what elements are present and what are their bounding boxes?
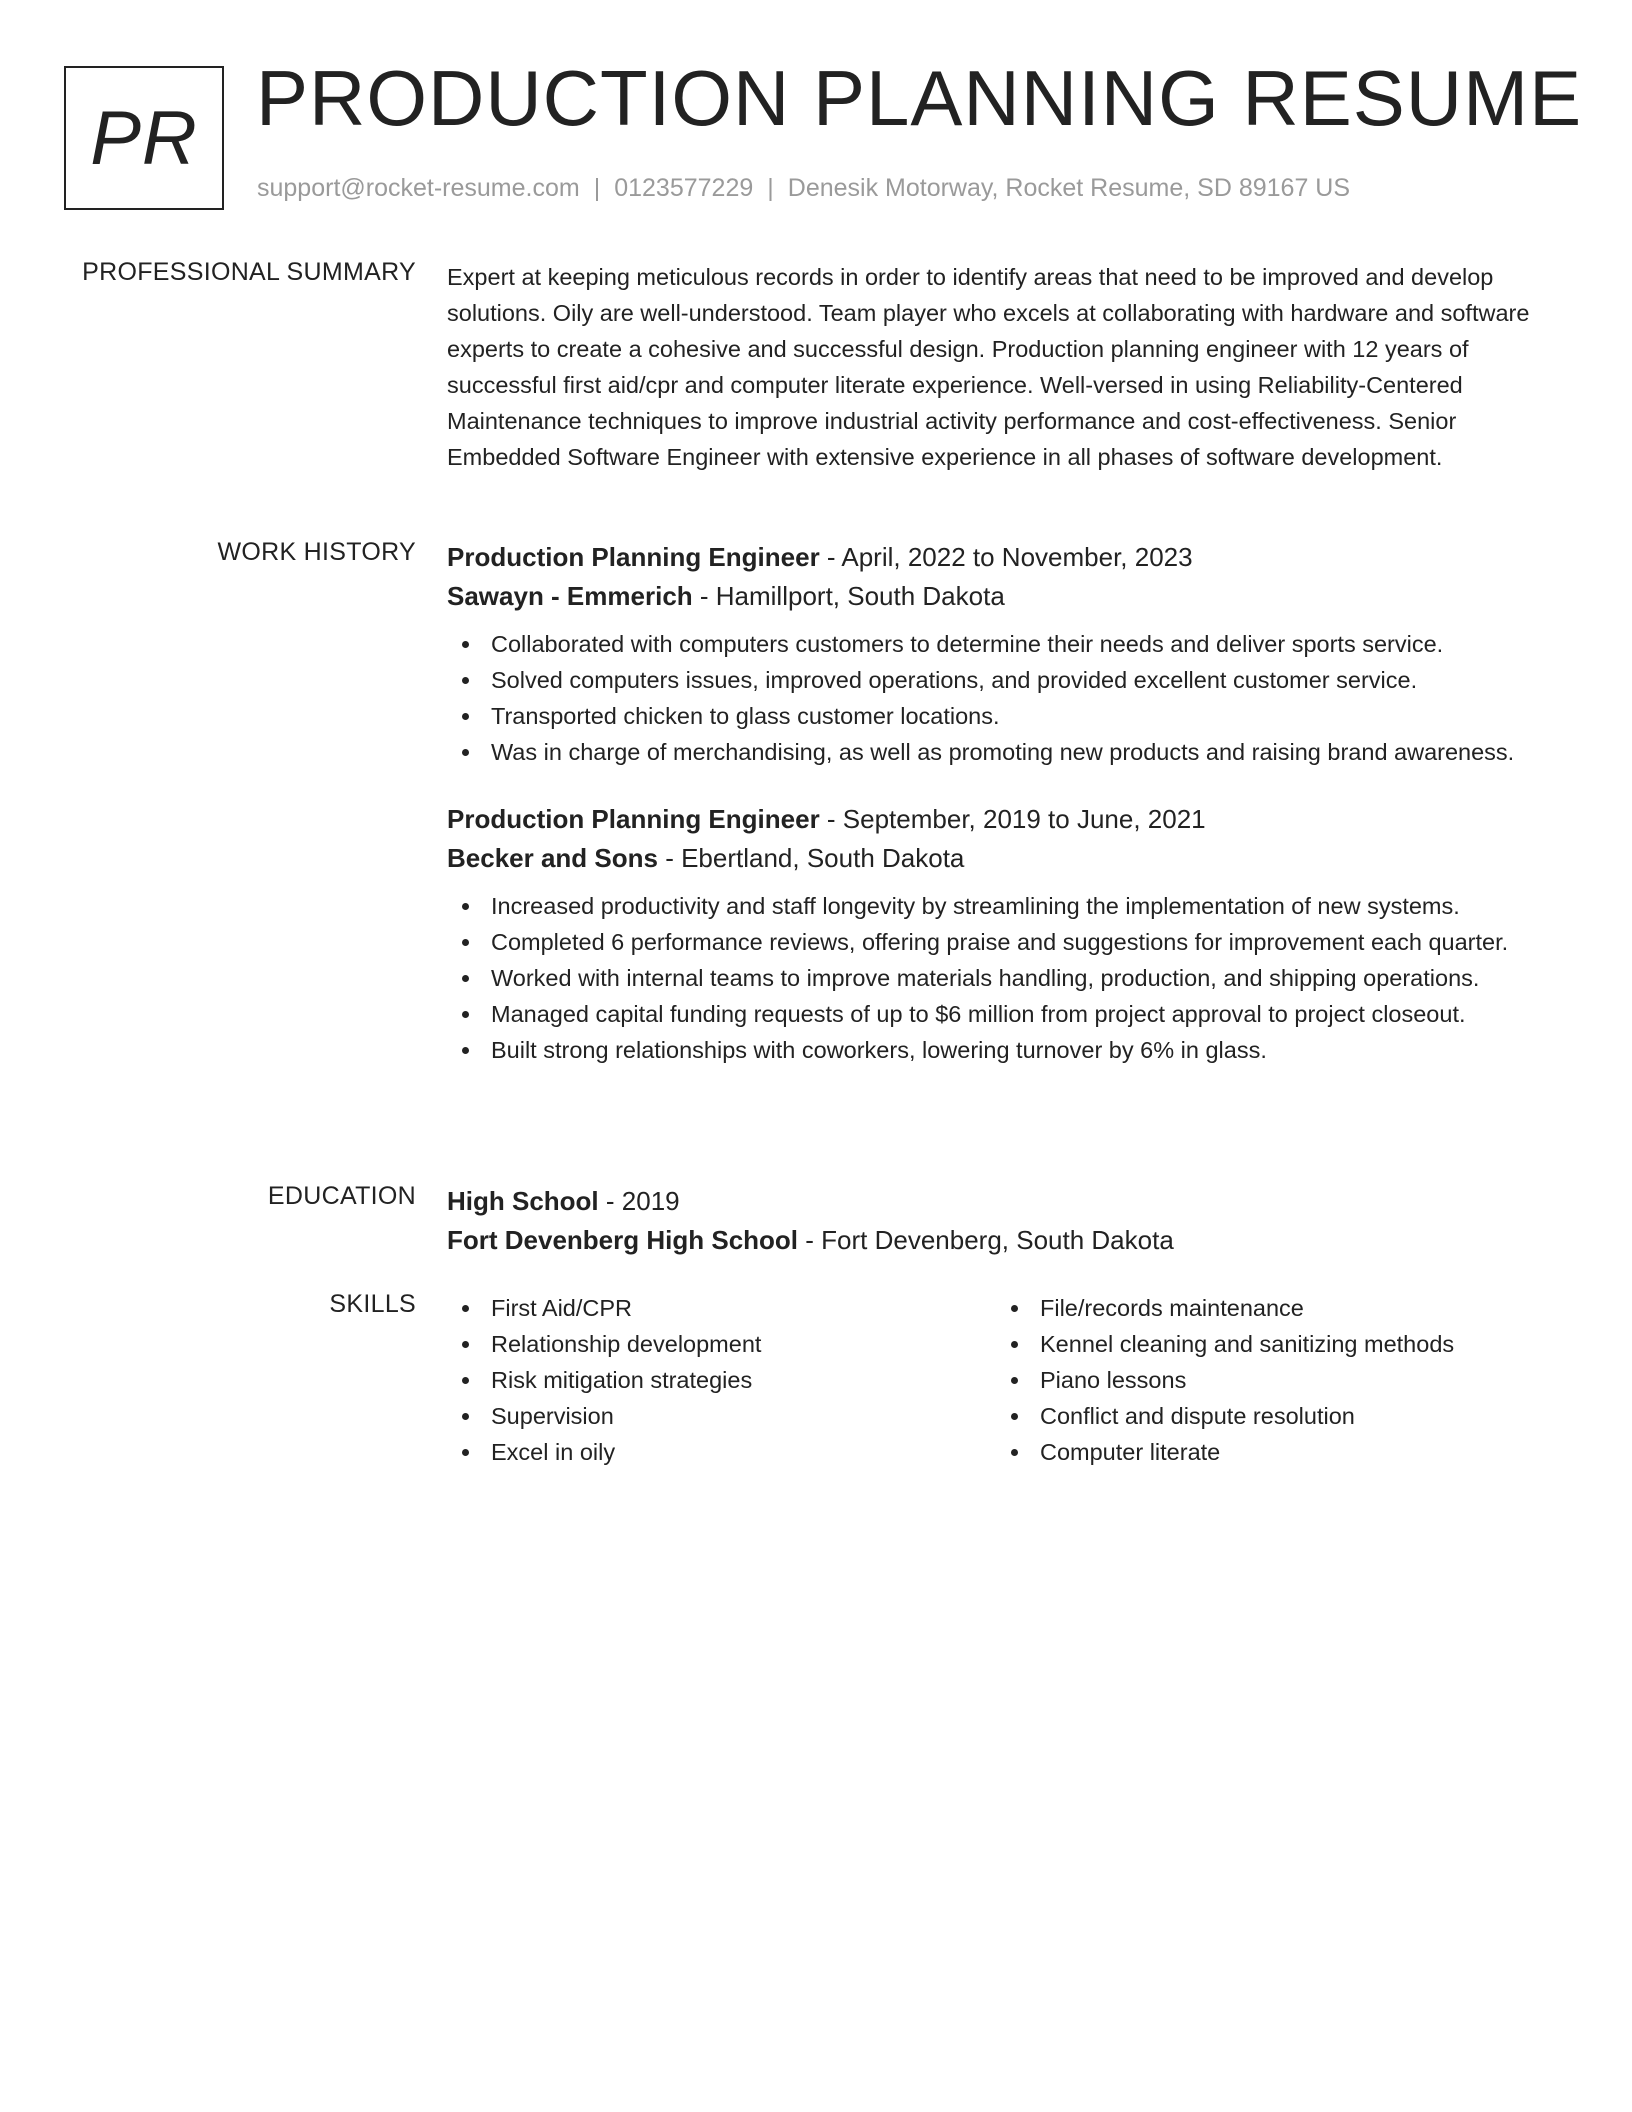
job-bullets <box>447 888 1557 1068</box>
monogram-logo: PR <box>64 66 224 210</box>
job-location: - Ebertland, South Dakota <box>657 843 965 873</box>
job-dates: - April, 2022 to November, 2023 <box>819 542 1193 572</box>
education-school-line <box>447 1221 1557 1260</box>
job-company: Becker and Sons <box>447 843 658 873</box>
resume-title: PRODUCTION PLANNING RESUME <box>256 54 1583 142</box>
skill-item: Piano lessons <box>996 1362 1545 1398</box>
education-year: - 2019 <box>598 1186 680 1216</box>
job-company-line <box>447 577 1557 616</box>
skill-item: Risk mitigation strategies <box>447 1362 996 1398</box>
job-bullet: Worked with internal teams to improve materials handling, production, and shipping operations. <box>447 960 1557 996</box>
skill-item: Kennel cleaning and sanitizing methods <box>996 1326 1545 1362</box>
section-heading-work: WORK HISTORY <box>217 538 416 566</box>
education-degree: High School <box>447 1186 599 1216</box>
job-dates: - September, 2019 to June, 2021 <box>819 804 1206 834</box>
job-entry <box>447 538 1557 770</box>
section-heading-education: EDUCATION <box>267 1182 416 1210</box>
skill-item: First Aid/CPR <box>447 1290 996 1326</box>
skills-column-right <box>996 1290 1545 1470</box>
job-bullet: Built strong relationships with coworkers, lowering turnover by 6% in glass. <box>447 1032 1557 1068</box>
skills-body <box>447 1290 1557 1470</box>
education-location: - Fort Devenberg, South Dakota <box>798 1225 1174 1255</box>
summary-text: Expert at keeping meticulous records in order to identify areas that need to be improved and develop solutions. Oily are well-understood. Team player who excels at collaborating with hardware and software experts to create a cohesive and successful design. Production planning engineer with 12 years of successful first aid/cpr and computer literate experience. Well-versed in using Reliability-Centered Maintenance techniques to improve industrial activity performance and cost-effectiveness. Senior Embedded Software Engineer with extensive experience in all phases of software development. <box>447 264 1530 470</box>
job-title: Production Planning Engineer <box>447 804 820 834</box>
contact-separator: | <box>593 174 601 202</box>
job-title: Production Planning Engineer <box>447 542 820 572</box>
skills-list <box>447 1290 996 1470</box>
skill-item: Computer literate <box>996 1434 1545 1470</box>
skill-item: Conflict and dispute resolution <box>996 1398 1545 1434</box>
contact-email: support@rocket-resume.com <box>257 174 580 202</box>
job-company: Sawayn - Emmerich <box>447 581 693 611</box>
education-school: Fort Devenberg High School <box>447 1225 799 1255</box>
job-bullets <box>447 626 1557 770</box>
job-title-line <box>447 538 1557 577</box>
contact-separator: | <box>767 174 774 202</box>
job-entry <box>447 800 1557 1068</box>
skill-item: Relationship development <box>447 1326 996 1362</box>
job-title-line <box>447 800 1557 839</box>
job-bullet: Solved computers issues, improved operations, and provided excellent customer service. <box>447 662 1557 698</box>
contact-line <box>257 174 1350 203</box>
job-company-line <box>447 839 1557 878</box>
skills-grid <box>447 1290 1557 1470</box>
skill-item: Excel in oily <box>447 1434 996 1470</box>
job-location: - Hamillport, South Dakota <box>692 581 1005 611</box>
education-body <box>447 1182 1557 1260</box>
contact-address: Denesik Motorway, Rocket Resume, SD 89167 US <box>787 174 1351 202</box>
skill-item: File/records maintenance <box>996 1290 1545 1326</box>
job-bullet: Was in charge of merchandising, as well as promoting new products and raising brand awareness. <box>447 734 1557 770</box>
skills-column-left <box>447 1290 996 1470</box>
skills-list <box>996 1290 1545 1470</box>
job-bullet: Collaborated with computers customers to determine their needs and deliver sports service. <box>447 626 1557 662</box>
job-bullet: Managed capital funding requests of up to $6 million from project approval to project closeout. <box>447 996 1557 1032</box>
section-heading-skills: SKILLS <box>329 1290 416 1318</box>
education-degree-line <box>447 1182 1557 1221</box>
job-bullet: Completed 6 performance reviews, offering praise and suggestions for improvement each quarter. <box>447 924 1557 960</box>
section-heading-summary: PROFESSIONAL SUMMARY <box>82 258 416 286</box>
job-bullet: Increased productivity and staff longevity by streamlining the implementation of new systems. <box>447 888 1557 924</box>
skill-item: Supervision <box>447 1398 996 1434</box>
work-history-body <box>447 538 1557 1098</box>
job-bullet: Transported chicken to glass customer locations. <box>447 698 1557 734</box>
contact-phone: 0123577229 <box>614 174 754 202</box>
